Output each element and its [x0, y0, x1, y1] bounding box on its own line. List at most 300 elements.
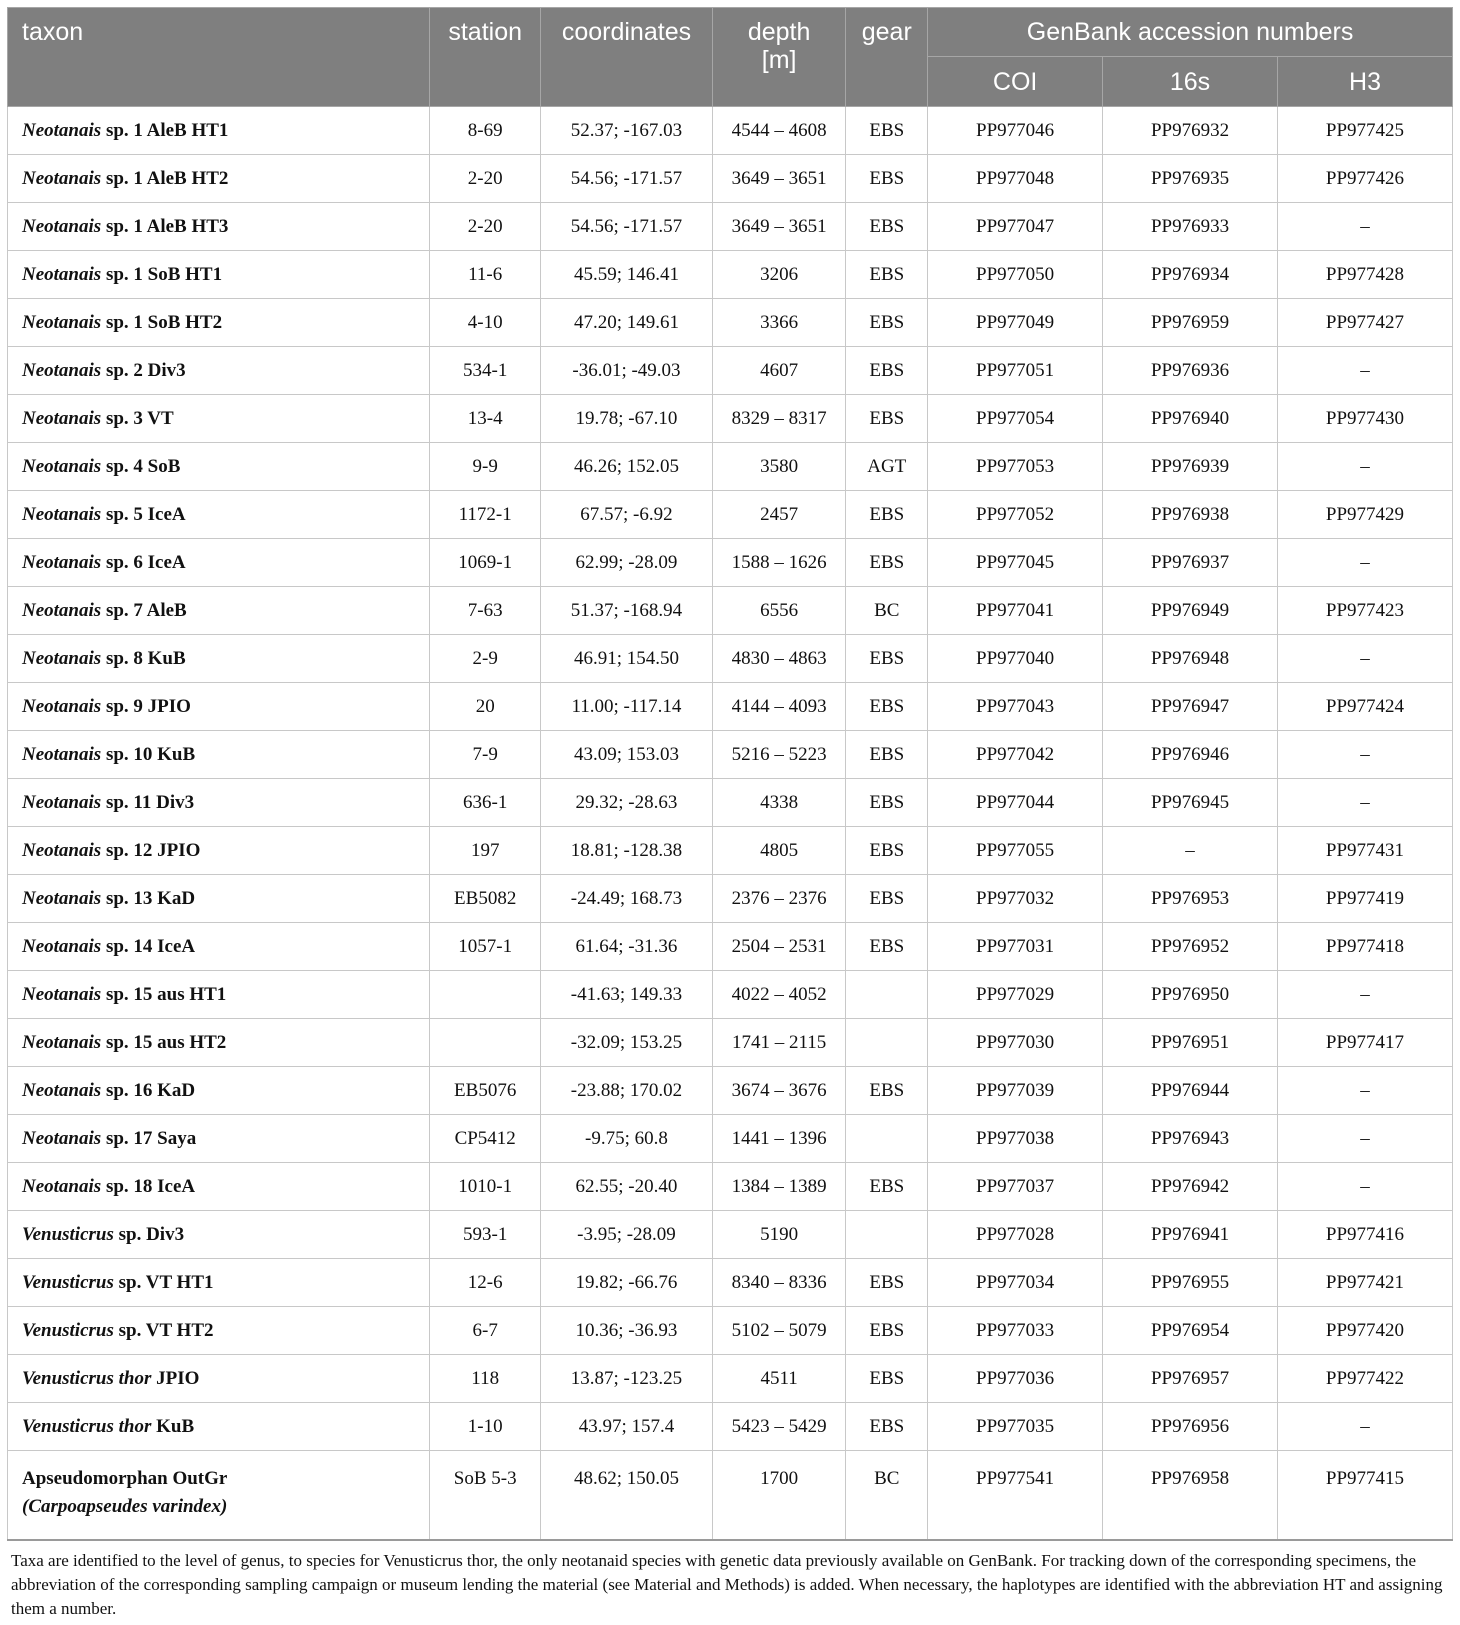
cell-s16: PP976936 [1103, 347, 1278, 395]
cell-gear: EBS [846, 635, 928, 683]
cell-coordinates: 10.36; -36.93 [541, 1307, 713, 1355]
cell-h3: PP977427 [1278, 299, 1453, 347]
cell-station: 2-9 [430, 635, 541, 683]
cell-h3: – [1278, 1115, 1453, 1163]
table-row-outgroup [8, 1451, 1453, 1541]
taxon-label: sp. 12 JPIO [101, 839, 201, 861]
cell-taxon [8, 731, 430, 779]
genbank-table [7, 7, 1453, 1541]
cell-s16: PP976940 [1103, 395, 1278, 443]
taxon-label: JPIO [151, 1367, 200, 1389]
table-row [8, 923, 1453, 971]
cell-depth: 3649 – 3651 [712, 155, 846, 203]
cell-coordinates: 46.91; 154.50 [541, 635, 713, 683]
cell-s16: PP976952 [1103, 923, 1278, 971]
table-row [8, 1163, 1453, 1211]
cell-coordinates: 54.56; -171.57 [541, 155, 713, 203]
taxon-genus: Neotanais [22, 407, 102, 429]
taxon-label: sp. 5 IceA [101, 503, 186, 525]
cell-coi: PP977050 [928, 251, 1103, 299]
taxon-label: sp. 10 KuB [101, 743, 196, 765]
cell-gear: EBS [846, 1355, 928, 1403]
cell-h3: PP977417 [1278, 1019, 1453, 1067]
cell-gear: EBS [846, 1307, 928, 1355]
cell-gear: EBS [846, 107, 928, 155]
cell-depth: 1384 – 1389 [712, 1163, 846, 1211]
taxon-label: sp. 1 SoB HT1 [101, 263, 223, 285]
cell-gear: EBS [846, 875, 928, 923]
cell-coi: PP977049 [928, 299, 1103, 347]
cell-gear: EBS [846, 923, 928, 971]
table-row [8, 731, 1453, 779]
cell-depth: 4607 [712, 347, 846, 395]
cell-station: 534-1 [430, 347, 541, 395]
table-row [8, 1067, 1453, 1115]
cell-h3: – [1278, 1403, 1453, 1451]
cell-gear: AGT [846, 443, 928, 491]
cell-depth: 3206 [712, 251, 846, 299]
table-body [8, 107, 1453, 1541]
cell-taxon [8, 827, 430, 875]
table-row [8, 587, 1453, 635]
cell-gear [846, 1211, 928, 1259]
header-coi: COI [928, 57, 1103, 107]
cell-s16: PP976951 [1103, 1019, 1278, 1067]
cell-s16: PP976950 [1103, 971, 1278, 1019]
cell-h3: – [1278, 443, 1453, 491]
cell-taxon [8, 155, 430, 203]
taxon-genus: Neotanais [22, 215, 102, 237]
cell-depth: 5102 – 5079 [712, 1307, 846, 1355]
taxon-genus: Neotanais [22, 455, 102, 477]
cell-coi: PP977041 [928, 587, 1103, 635]
cell-gear: BC [846, 1451, 928, 1541]
taxon-genus: Neotanais [22, 551, 102, 573]
taxon-genus: Neotanais [22, 1127, 102, 1149]
cell-taxon [8, 251, 430, 299]
cell-coi: PP977034 [928, 1259, 1103, 1307]
cell-station: EB5076 [430, 1067, 541, 1115]
cell-coi: PP977039 [928, 1067, 1103, 1115]
cell-gear: EBS [846, 395, 928, 443]
cell-coordinates: -36.01; -49.03 [541, 347, 713, 395]
cell-coordinates: 62.99; -28.09 [541, 539, 713, 587]
table-row [8, 155, 1453, 203]
taxon-genus: Venusticrus [22, 1319, 114, 1341]
table-container [7, 7, 1453, 1621]
cell-station: 2-20 [430, 155, 541, 203]
cell-gear: EBS [846, 491, 928, 539]
cell-s16: PP976956 [1103, 1403, 1278, 1451]
taxon-genus: Neotanais [22, 935, 102, 957]
cell-taxon [8, 923, 430, 971]
taxon-label: KuB [151, 1415, 195, 1437]
cell-depth: 3649 – 3651 [712, 203, 846, 251]
table-row [8, 875, 1453, 923]
header-16s: 16s [1103, 57, 1278, 107]
taxon-genus: Neotanais [22, 1079, 102, 1101]
cell-coordinates: 67.57; -6.92 [541, 491, 713, 539]
cell-h3: PP977428 [1278, 251, 1453, 299]
cell-station: 2-20 [430, 203, 541, 251]
taxon-label: sp. 15 aus HT1 [101, 983, 227, 1005]
cell-depth: 8340 – 8336 [712, 1259, 846, 1307]
cell-station: 7-9 [430, 731, 541, 779]
cell-coi: PP977030 [928, 1019, 1103, 1067]
cell-s16: PP976944 [1103, 1067, 1278, 1115]
cell-depth: 2376 – 2376 [712, 875, 846, 923]
cell-taxon [8, 1067, 430, 1115]
cell-coordinates: 29.32; -28.63 [541, 779, 713, 827]
cell-coi: PP977055 [928, 827, 1103, 875]
header-h3: H3 [1278, 57, 1453, 107]
cell-s16: PP976953 [1103, 875, 1278, 923]
cell-taxon [8, 107, 430, 155]
cell-station: 593-1 [430, 1211, 541, 1259]
cell-station: 7-63 [430, 587, 541, 635]
cell-s16: PP976939 [1103, 443, 1278, 491]
cell-taxon [8, 1019, 430, 1067]
cell-depth: 4511 [712, 1355, 846, 1403]
taxon-genus: Venusticrus thor [22, 1415, 152, 1437]
cell-gear: EBS [846, 779, 928, 827]
taxon-genus: Neotanais [22, 311, 102, 333]
cell-depth: 8329 – 8317 [712, 395, 846, 443]
taxon-genus: Venusticrus [22, 1271, 114, 1293]
cell-coordinates: 54.56; -171.57 [541, 203, 713, 251]
cell-coi: PP977046 [928, 107, 1103, 155]
cell-h3: PP977425 [1278, 107, 1453, 155]
table-row [8, 1259, 1453, 1307]
cell-gear: EBS [846, 1163, 928, 1211]
cell-h3: PP977418 [1278, 923, 1453, 971]
taxon-genus: Neotanais [22, 647, 102, 669]
cell-s16: PP976938 [1103, 491, 1278, 539]
cell-taxon [8, 683, 430, 731]
cell-depth: 3674 – 3676 [712, 1067, 846, 1115]
taxon-label: sp. 13 KaD [101, 887, 196, 909]
cell-coordinates: -3.95; -28.09 [541, 1211, 713, 1259]
taxon-label: sp. 7 AleB [101, 599, 187, 621]
cell-s16: PP976949 [1103, 587, 1278, 635]
taxon-label: sp. 9 JPIO [101, 695, 191, 717]
cell-station: 4-10 [430, 299, 541, 347]
table-row [8, 1355, 1453, 1403]
cell-depth: 4544 – 4608 [712, 107, 846, 155]
cell-s16: PP976957 [1103, 1355, 1278, 1403]
cell-coi: PP977029 [928, 971, 1103, 1019]
taxon-genus: Neotanais [22, 599, 102, 621]
cell-station: 636-1 [430, 779, 541, 827]
taxon-label: sp. 1 AleB HT1 [101, 119, 229, 141]
cell-depth: 1700 [712, 1451, 846, 1541]
cell-gear: EBS [846, 203, 928, 251]
taxon-label: sp. 18 IceA [101, 1175, 196, 1197]
cell-coi: PP977038 [928, 1115, 1103, 1163]
header-genbank: GenBank accession numbers [928, 8, 1453, 57]
table-row [8, 1115, 1453, 1163]
cell-station: 20 [430, 683, 541, 731]
table-row [8, 971, 1453, 1019]
taxon-genus: Neotanais [22, 983, 102, 1005]
cell-station: SoB 5-3 [430, 1451, 541, 1541]
table-row [8, 1211, 1453, 1259]
taxon-genus: Neotanais [22, 1031, 102, 1053]
cell-depth: 2504 – 2531 [712, 923, 846, 971]
cell-station: 1172-1 [430, 491, 541, 539]
cell-station: EB5082 [430, 875, 541, 923]
cell-coi: PP977042 [928, 731, 1103, 779]
cell-depth: 1588 – 1626 [712, 539, 846, 587]
cell-s16: PP976937 [1103, 539, 1278, 587]
taxon-genus: Neotanais [22, 887, 102, 909]
table-row [8, 299, 1453, 347]
cell-coordinates: 45.59; 146.41 [541, 251, 713, 299]
cell-taxon [8, 635, 430, 683]
cell-gear: BC [846, 587, 928, 635]
cell-depth: 4805 [712, 827, 846, 875]
cell-station [430, 971, 541, 1019]
cell-gear: EBS [846, 683, 928, 731]
cell-station [430, 1019, 541, 1067]
cell-coordinates: 13.87; -123.25 [541, 1355, 713, 1403]
cell-taxon [8, 1451, 430, 1541]
cell-coordinates: 19.82; -66.76 [541, 1259, 713, 1307]
table-row [8, 251, 1453, 299]
table-row [8, 107, 1453, 155]
taxon-genus: Neotanais [22, 503, 102, 525]
taxon-label: sp. 1 SoB HT2 [101, 311, 223, 333]
cell-coi: PP977044 [928, 779, 1103, 827]
cell-taxon [8, 779, 430, 827]
table-row [8, 1307, 1453, 1355]
taxon-label: sp. Div3 [113, 1223, 185, 1245]
taxon-label: sp. VT HT2 [113, 1319, 214, 1341]
cell-taxon [8, 443, 430, 491]
cell-depth: 4338 [712, 779, 846, 827]
taxon-genus: Venusticrus [22, 1223, 114, 1245]
table-row [8, 635, 1453, 683]
table-row [8, 203, 1453, 251]
cell-gear: EBS [846, 1259, 928, 1307]
cell-taxon [8, 1403, 430, 1451]
cell-depth: 5190 [712, 1211, 846, 1259]
cell-station: 1057-1 [430, 923, 541, 971]
cell-s16: PP976942 [1103, 1163, 1278, 1211]
cell-coordinates: 51.37; -168.94 [541, 587, 713, 635]
cell-station: 1010-1 [430, 1163, 541, 1211]
taxon-label: sp. 8 KuB [101, 647, 186, 669]
header-depth [712, 8, 846, 107]
cell-coi: PP977047 [928, 203, 1103, 251]
cell-s16: PP976934 [1103, 251, 1278, 299]
cell-h3: PP977430 [1278, 395, 1453, 443]
cell-taxon [8, 491, 430, 539]
cell-depth: 3366 [712, 299, 846, 347]
taxon-label: sp. 1 AleB HT3 [101, 215, 229, 237]
cell-gear [846, 1019, 928, 1067]
cell-depth: 5423 – 5429 [712, 1403, 846, 1451]
cell-gear: EBS [846, 1067, 928, 1115]
cell-h3: – [1278, 1163, 1453, 1211]
cell-h3: PP977426 [1278, 155, 1453, 203]
table-caption: Taxa are identified to the level of genus, to species for Venusticrus thor, the only neotanaid species with genetic data previously available on GenBank. For tracking down of the corresponding specimens, the abbreviation of the corresponding sampling campaign or museum lending the material (see Material and Methods) is added. When necessary, the haplotypes are identified with the abbreviation HT and assigning them a number. [11, 1551, 1443, 1618]
cell-coordinates: 11.00; -117.14 [541, 683, 713, 731]
cell-gear: EBS [846, 827, 928, 875]
cell-station: 9-9 [430, 443, 541, 491]
cell-coi: PP977541 [928, 1451, 1103, 1541]
taxon-genus: Neotanais [22, 839, 102, 861]
cell-coordinates: 48.62; 150.05 [541, 1451, 713, 1541]
header-gear: gear [846, 8, 928, 107]
taxon-genus: Neotanais [22, 1175, 102, 1197]
cell-coordinates: -32.09; 153.25 [541, 1019, 713, 1067]
header-station: station [430, 8, 541, 107]
taxon-label: sp. 17 Saya [101, 1127, 197, 1149]
table-row [8, 827, 1453, 875]
cell-h3: PP977424 [1278, 683, 1453, 731]
cell-taxon [8, 1259, 430, 1307]
cell-h3: PP977423 [1278, 587, 1453, 635]
cell-coi: PP977033 [928, 1307, 1103, 1355]
cell-station: 1069-1 [430, 539, 541, 587]
cell-h3: – [1278, 1067, 1453, 1115]
table-row [8, 347, 1453, 395]
cell-coi: PP977036 [928, 1355, 1103, 1403]
cell-coi: PP977040 [928, 635, 1103, 683]
cell-gear: EBS [846, 251, 928, 299]
cell-coordinates: 19.78; -67.10 [541, 395, 713, 443]
cell-coi: PP977035 [928, 1403, 1103, 1451]
cell-station: 118 [430, 1355, 541, 1403]
cell-coordinates: 47.20; 149.61 [541, 299, 713, 347]
cell-coi: PP977028 [928, 1211, 1103, 1259]
cell-coi: PP977052 [928, 491, 1103, 539]
cell-h3: PP977431 [1278, 827, 1453, 875]
taxon-label: sp. 16 KaD [101, 1079, 196, 1101]
cell-station: 11-6 [430, 251, 541, 299]
cell-coi: PP977048 [928, 155, 1103, 203]
cell-h3: PP977429 [1278, 491, 1453, 539]
cell-h3: – [1278, 779, 1453, 827]
header-depth-unit: [m] [761, 46, 797, 74]
cell-coordinates: -23.88; 170.02 [541, 1067, 713, 1115]
taxon-label: sp. 11 Div3 [101, 791, 195, 813]
cell-depth: 3580 [712, 443, 846, 491]
header-coordinates: coordinates [541, 8, 713, 107]
taxon-genus: Neotanais [22, 167, 102, 189]
cell-taxon [8, 347, 430, 395]
cell-depth: 4144 – 4093 [712, 683, 846, 731]
taxon-label: sp. 6 IceA [101, 551, 186, 573]
table-row [8, 683, 1453, 731]
cell-taxon [8, 1211, 430, 1259]
table-row [8, 539, 1453, 587]
cell-taxon [8, 1307, 430, 1355]
cell-taxon [8, 1355, 430, 1403]
cell-s16: PP976954 [1103, 1307, 1278, 1355]
cell-gear: EBS [846, 347, 928, 395]
taxon-genus: Neotanais [22, 359, 102, 381]
cell-h3: PP977415 [1278, 1451, 1453, 1541]
table-row [8, 491, 1453, 539]
taxon-label: sp. 2 Div3 [101, 359, 186, 381]
cell-depth: 2457 [712, 491, 846, 539]
cell-gear: EBS [846, 155, 928, 203]
cell-s16: PP976955 [1103, 1259, 1278, 1307]
taxon-genus: Neotanais [22, 743, 102, 765]
header-depth-label: depth [747, 18, 811, 46]
taxon-label: sp. 4 SoB [101, 455, 181, 477]
cell-coi: PP977043 [928, 683, 1103, 731]
table-row [8, 779, 1453, 827]
cell-coi: PP977037 [928, 1163, 1103, 1211]
cell-station: 197 [430, 827, 541, 875]
cell-station: 13-4 [430, 395, 541, 443]
cell-coordinates: 61.64; -31.36 [541, 923, 713, 971]
cell-station: CP5412 [430, 1115, 541, 1163]
cell-taxon [8, 395, 430, 443]
cell-gear: EBS [846, 1403, 928, 1451]
cell-s16: PP976941 [1103, 1211, 1278, 1259]
cell-coi: PP977032 [928, 875, 1103, 923]
cell-depth: 5216 – 5223 [712, 731, 846, 779]
header-taxon: taxon [8, 8, 430, 107]
cell-coi: PP977053 [928, 443, 1103, 491]
table-row [8, 1403, 1453, 1451]
cell-station: 12-6 [430, 1259, 541, 1307]
cell-coi: PP977031 [928, 923, 1103, 971]
cell-taxon [8, 539, 430, 587]
cell-h3: – [1278, 731, 1453, 779]
cell-station: 8-69 [430, 107, 541, 155]
taxon-label: sp. 14 IceA [101, 935, 196, 957]
cell-taxon [8, 203, 430, 251]
cell-h3: – [1278, 635, 1453, 683]
cell-depth: 1441 – 1396 [712, 1115, 846, 1163]
cell-coordinates: -24.49; 168.73 [541, 875, 713, 923]
cell-gear: EBS [846, 539, 928, 587]
taxon-genus: Neotanais [22, 791, 102, 813]
cell-h3: – [1278, 347, 1453, 395]
cell-coi: PP977051 [928, 347, 1103, 395]
cell-s16: PP976946 [1103, 731, 1278, 779]
cell-s16: – [1103, 827, 1278, 875]
cell-coordinates: 62.55; -20.40 [541, 1163, 713, 1211]
cell-gear: EBS [846, 731, 928, 779]
taxon-genus: Neotanais [22, 695, 102, 717]
cell-taxon [8, 587, 430, 635]
cell-gear [846, 971, 928, 1019]
taxon-label: sp. 1 AleB HT2 [101, 167, 229, 189]
outgroup-species: (Carpoapseudes varindex) [22, 1496, 228, 1517]
cell-s16: PP976959 [1103, 299, 1278, 347]
cell-s16: PP976932 [1103, 107, 1278, 155]
cell-gear: EBS [846, 299, 928, 347]
cell-coordinates: -9.75; 60.8 [541, 1115, 713, 1163]
taxon-label: sp. 15 aus HT2 [101, 1031, 227, 1053]
cell-h3: – [1278, 203, 1453, 251]
cell-taxon [8, 299, 430, 347]
cell-coordinates: 43.97; 157.4 [541, 1403, 713, 1451]
cell-h3: PP977419 [1278, 875, 1453, 923]
cell-depth: 1741 – 2115 [712, 1019, 846, 1067]
cell-h3: – [1278, 971, 1453, 1019]
outgroup-name: Apseudomorphan OutGr [22, 1468, 228, 1489]
cell-coi: PP977045 [928, 539, 1103, 587]
table-row [8, 443, 1453, 491]
taxon-genus: Neotanais [22, 119, 102, 141]
